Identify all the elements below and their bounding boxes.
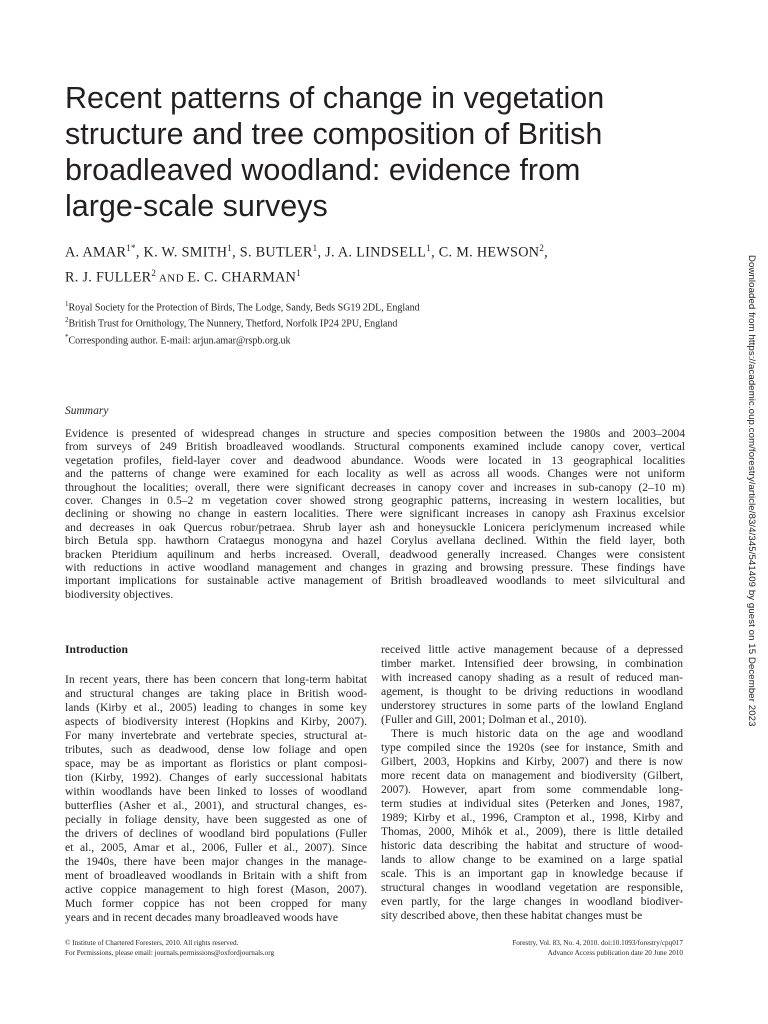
text-line: tion (Kirby, 1992). Changes of early successional habitats [65, 771, 367, 784]
author-name: A. AMAR [65, 244, 127, 261]
text-line: throughout the localities; overall, there were significant decreases in canopy cover and increases in sub-canopy (2–10 m) [65, 480, 685, 494]
affiliation-mark: 2 [65, 316, 69, 325]
author-affil-mark: 1 [296, 267, 301, 278]
text-line: 1989; Kirby et al., 1996, Crampton et al., 1998, Kirby and [381, 811, 683, 824]
affiliation-item [65, 298, 685, 314]
introduction-heading: Introduction [65, 643, 128, 656]
author-affil-mark: 1 [312, 243, 318, 253]
author-name: , J. A. LINDSELL [317, 244, 427, 261]
journal-citation: Forestry, Vol. 83, No. 4, 2010. doi:10.1093/forestry/cpq017 [512, 939, 683, 947]
text-line: birch Betula spp. hawthorn Crataegus monogyna and hazel Corylus avellana declined. Within the field layer, both [65, 534, 685, 548]
text-line: within woodlands have been linked to losses of woodland [65, 785, 367, 798]
text-line: timber market. Intensified deer browsing, in combination [381, 657, 683, 670]
affiliation-text: British Trust for Ornithology, The Nunnery, Thetford, Norfolk IP24 2PU, England [68, 318, 398, 330]
text-line: declining or showing no change in eastern localities. There were significant increases in canopy ash Fraxinus excelsior [65, 507, 685, 521]
text-line: 2007). However, apart from some commendable long- [381, 783, 683, 796]
text-line: and structural changes are taking place in British wood- [65, 687, 367, 700]
author-name: , S. BUTLER [232, 244, 313, 261]
author-name: R. J. FULLER [65, 269, 152, 286]
text-line: scale. This is an important gap in knowledge because if [381, 867, 683, 880]
affiliation-mark: 1 [65, 300, 69, 308]
corresponding-author[interactable]: Corresponding author. E-mail: arjun.amar@rspb.org.uk [68, 334, 291, 346]
title-line: broadleaved woodland: evidence from [65, 153, 581, 187]
text-line: There is much historic data on the age and woodland [391, 727, 683, 740]
text-line: sity described above, then these habitat changes must be [381, 909, 643, 922]
text-line: important implications for sustainable active management of British broadleaved woodlands to meet silvicultural and [65, 574, 685, 588]
author-name: , K. W. SMITH [135, 244, 228, 261]
text-line: Much former coppice has not been cropped for many [65, 897, 367, 910]
author-affil-mark: 1 [227, 243, 233, 253]
text-line: received little active management because of a depressed [381, 643, 683, 656]
text-line: the drivers of declines of woodland bird populations (Fuller [65, 827, 367, 840]
text-line: the 1940s, there have been major changes in the manage- [65, 855, 367, 868]
text-line: and decreases in oak Quercus robur/petraea. Shrub layer ash and honeysuckle Lonicera periclymenum increased while [65, 520, 685, 534]
text-line: type compiled since the 1920s (see for instance, Smith and [381, 741, 683, 754]
author-affil-mark: 2 [151, 267, 157, 278]
text-line: et al., 2005, Amar et al., 2006, Fuller et al., 2007). Since [65, 841, 367, 854]
text-line: agement, is thought to be driving reductions in woodland [381, 685, 683, 698]
copyright-footer [65, 938, 274, 958]
affiliation-mark: * [65, 332, 69, 341]
text-line: lands to allow change to be examined on a large spatial [381, 853, 683, 866]
text-line: and the patterns of change were examined for each locality as well as across all woods. Changes were not uniform [65, 467, 685, 481]
author-affil-mark: 1 [426, 243, 432, 253]
left-column-text [65, 673, 367, 925]
text-line: active coppice management to high forest (Mason, 2007). [65, 883, 367, 896]
text-line: from surveys of 249 British broadleaved woodlands. Structural components examined include canopy cover, vertical [65, 440, 685, 454]
article-title [65, 80, 685, 224]
author-name: E. C. CHARMAN [187, 269, 297, 286]
text-line: Thomas, 2000, Mihók et al., 2009), there is little detailed [381, 825, 683, 838]
text-line: understorey structures in some parts of the lowland England [381, 699, 683, 712]
affiliation-text: Royal Society for the Protection of Birds, The Lodge, Sandy, Beds SG19 2DL, England [68, 302, 420, 314]
summary-body [65, 427, 685, 601]
text-line: pecially in foliage density, have been suggested as one of [65, 813, 367, 826]
text-line: butterflies (Asher et al., 2001), and structural changes, es- [65, 799, 367, 812]
download-watermark: Downloaded from https://academic.oup.com/forestry/article/83/4/345/541409 by guest on 15 December 2023 [746, 255, 757, 727]
text-line: structural changes in woodland vegetation are responsible, [381, 881, 683, 894]
text-line: space, may be as important as floristics or plant composi- [65, 757, 367, 770]
author-list: A. $AMAR^{1*}$, K. W. SMITH$^1$, S. BUTLER$^1$, J. A. LINDSELL$^1$, C. M. HEWSON$^2$, R. J. FULLER$^2$ AND E. C. CHARMAN$^1$ [65, 243, 549, 286]
text-line: historic data describing the habitat and structure of wood- [381, 839, 683, 852]
title-line: large-scale surveys [65, 189, 328, 223]
text-line: years and in recent decades many broadleaved woods have [65, 911, 338, 924]
right-column-text [381, 643, 683, 923]
text-line: even partly, for the large changes in woodland biodiver- [381, 895, 683, 908]
author-and: AND [156, 272, 188, 285]
text-line: bracken Pteridium aquilinum and herbs increased. Overall, deadwood generally increased. Changes were consistent [65, 547, 685, 561]
affiliation-item [65, 331, 685, 347]
advance-access-date: Advance Access publication date 20 June 2010 [547, 949, 683, 957]
title-line: Recent patterns of change in vegetation [65, 81, 605, 115]
text-line: term studies at individual sites (Peterken and Jones, 1987, [381, 797, 683, 810]
text-line: Gilbert, 2003, Hopkins and Kirby, 2007) and there is now [381, 755, 683, 768]
text-line: more recent data on management and biodiversity (Gilbert, [381, 769, 683, 782]
text-line: aspects of biodiversity interest (Hopkins and Kirby, 2007). [65, 715, 367, 728]
text-line: with increased canopy shading as a result of reduced man- [381, 671, 683, 684]
text-line: (Fuller and Gill, 2001; Dolman et al., 2010). [381, 713, 587, 726]
text-line: cover. Changes in 0.5–2 m vegetation cover showed strong geographic patterns, increasing in western localities, but [65, 494, 685, 508]
text-line: For many invertebrate and vertebrate species, structural at- [65, 729, 367, 742]
text-line: biodiversity objectives. [65, 587, 174, 601]
author-affil-mark: 1* [126, 243, 136, 253]
affiliations [65, 298, 685, 347]
copyright-line: © Institute of Chartered Foresters, 2010. All rights reserved. [65, 939, 239, 947]
author-name: , C. M. HEWSON [431, 244, 540, 261]
text-line: with reductions in active woodland management and changes in grazing and browsing pressure. These findings have [65, 561, 685, 575]
permissions-line[interactable]: For Permissions, please email: journals.permissions@oxfordjournals.org [65, 949, 275, 957]
title-line: structure and tree composition of British [65, 117, 603, 151]
text-line: ment of broadleaved woodlands in Britain with a shift from [65, 869, 367, 882]
affiliation-item [65, 314, 685, 330]
journal-footer [512, 938, 683, 958]
text-line: lands (Kirby et al., 2005) leading to changes in some key [65, 701, 367, 714]
text-line: vegetation profiles, field-layer cover and deadwood abundance. Woods were located in 13 geographical localities [65, 453, 685, 467]
text-line: In recent years, there has been concern that long-term habitat [65, 673, 367, 686]
author-affil-mark: 2 [539, 243, 545, 253]
summary-heading: Summary [65, 405, 109, 417]
text-line: Evidence is presented of widespread changes in structure and species composition between the 1980s and 2003–2004 [65, 427, 685, 440]
text-line: tributes, such as deadwood, dense low foliage and open [65, 743, 367, 756]
